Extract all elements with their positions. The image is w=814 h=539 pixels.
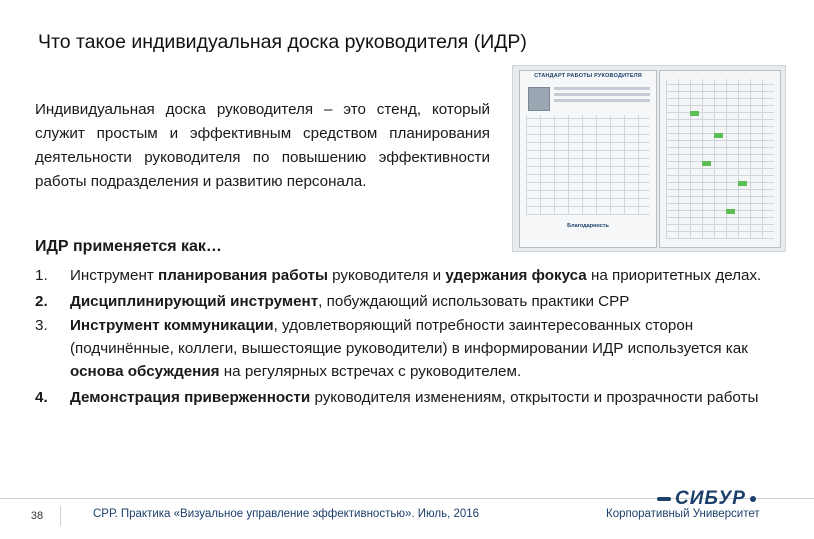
status-mark (726, 209, 735, 214)
stand-board-right (659, 70, 781, 248)
schedule-grid-right (666, 79, 774, 239)
list-bold-text: Инструмент коммуникации (70, 317, 274, 334)
usage-heading: ИДР применяется как… (35, 238, 222, 255)
list-item (35, 314, 795, 383)
thanks-label: Благодарность (567, 223, 609, 229)
page-number: 38 (14, 506, 61, 526)
intro-line-1: Индивидуальная доска руководителя – это стенд, (35, 101, 422, 118)
avatar (528, 87, 550, 111)
list-bold-text: удержания фокуса (445, 267, 587, 284)
list-number: 3. (35, 317, 48, 334)
list-number: 2. (35, 293, 48, 310)
list-item (35, 290, 795, 313)
intro-line-4: повышению эффективности работы подразделения и (35, 149, 490, 190)
list-bold-text: планирования работы (158, 267, 328, 284)
intro-line-2: который служит простым и эффективным средством (35, 101, 490, 142)
list-number: 4. (35, 389, 48, 406)
list-item (35, 264, 795, 287)
status-mark (690, 111, 699, 116)
list-item (35, 386, 795, 409)
status-mark (714, 133, 723, 138)
list-text: на приоритетных делах. (586, 267, 762, 284)
intro-paragraph (35, 98, 490, 194)
usage-list (35, 264, 795, 409)
list-number: 1. (35, 267, 48, 284)
stand-label: СТАНДАРТ РАБОТЫ РУКОВОДИТЕЛЯ (534, 73, 642, 79)
logo-dash-icon (657, 497, 671, 501)
schedule-grid-left (526, 115, 650, 215)
logo-text: СИБУР (675, 488, 746, 509)
footer-organization: Корпоративный Университет (606, 508, 760, 520)
list-text: , удовлетворяющий потребности заинтересованных сторон (подчинённые, коллеги, вышестоящие руководители) в информировании ИДР используется как (70, 317, 748, 357)
list-text: на регулярных встречах с руководителем. (219, 363, 522, 380)
intro-line-5: развитию персонала. (215, 173, 367, 190)
sibur-logo (657, 489, 756, 509)
board-photo (512, 65, 786, 252)
status-mark (702, 161, 711, 166)
intro-line-3: планирования деятельности руководителя по (35, 125, 490, 166)
list-bold-text: Демонстрация приверженности (70, 389, 311, 406)
logo-dot-icon (750, 496, 756, 502)
stand-board-left (519, 70, 657, 248)
slide-title: Что такое индивидуальная доска руководителя (ИДР) (38, 31, 527, 53)
list-text: руководителя изменениям, открытости и прозрачности работы (310, 389, 759, 406)
list-text: руководителя и (327, 267, 446, 284)
footer-caption: СРР. Практика «Визуальное управление эффективностью». Июль, 2016 (93, 508, 480, 520)
list-bold-text: Дисциплинирующий инструмент (70, 293, 319, 310)
profile-lines (554, 87, 650, 105)
list-text: , побуждающий использовать практики СРР (318, 293, 630, 310)
list-text: Инструмент (70, 267, 159, 284)
list-bold-text: основа обсуждения (70, 363, 220, 380)
status-mark (738, 181, 747, 186)
